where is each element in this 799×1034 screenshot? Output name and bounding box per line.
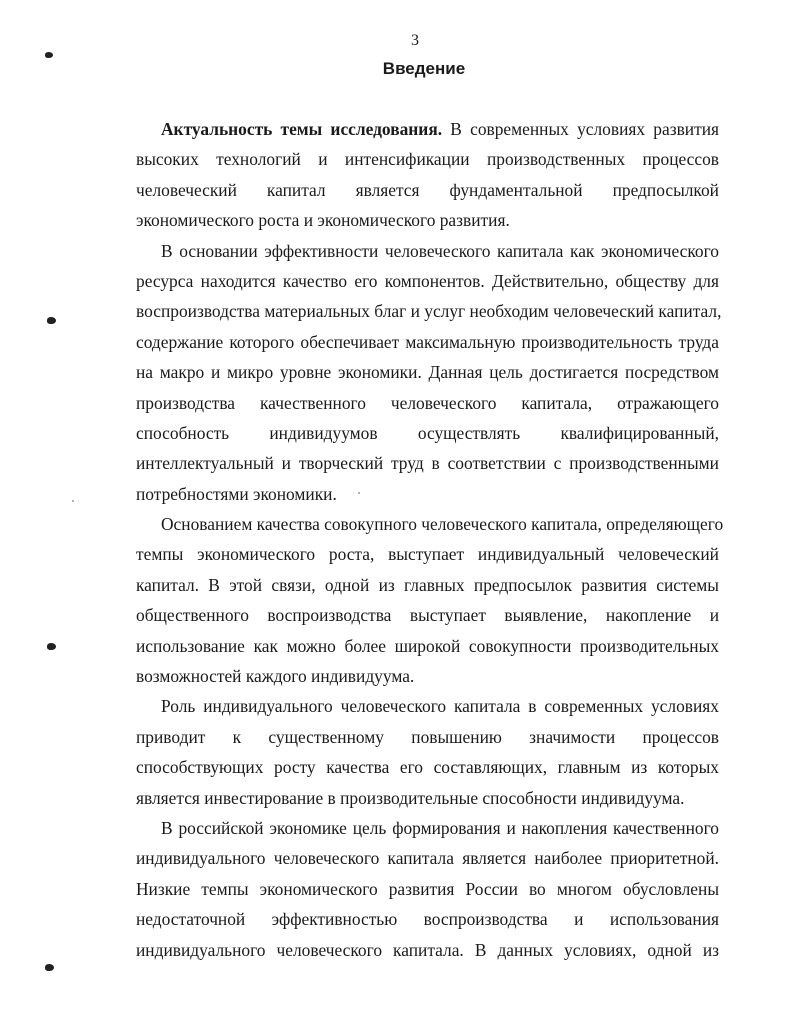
scan-hole-mark xyxy=(45,52,53,58)
text-line: высоких технологий и интенсификации производственных процессов xyxy=(136,149,719,170)
text-line: общественного воспроизводства выступает выявление, накопление и xyxy=(136,605,719,626)
scan-hole-mark xyxy=(47,643,56,650)
paragraph xyxy=(111,114,719,236)
scan-hole-mark xyxy=(47,317,56,324)
paragraph xyxy=(111,509,724,691)
scan-hole-mark xyxy=(45,964,54,971)
lead-phrase: Актуальность темы исследования. xyxy=(161,119,443,139)
paragraph xyxy=(111,236,722,510)
text-line: В российской экономике цель формирования и накопления качественного xyxy=(161,817,719,838)
text-line: Низкие темпы экономического развития России во многом обусловлены xyxy=(136,878,719,899)
page-number: 3 xyxy=(411,32,419,49)
text-line: Основанием качества совокупного человеческого капитала, определяющего xyxy=(161,514,724,535)
text-line: содержание которого обеспечивает максимальную производительность труда xyxy=(136,331,719,352)
text-line: на макро и микро уровне экономики. Данная цель достигается посредством xyxy=(136,362,719,383)
text-line: В основании эффективности человеческого капитала как экономического xyxy=(161,240,719,261)
paragraph xyxy=(111,691,719,813)
scan-speck xyxy=(358,492,360,494)
text-line: индивидуального человеческого капитала. В данных условиях, одной из xyxy=(136,939,719,960)
text-line: возможностей каждого индивидуума. xyxy=(136,666,415,687)
text-line: капитал. В этой связи, одной из главных предпосылок развития системы xyxy=(136,574,719,595)
text-line: недостаточной эффективностью воспроизводства и использования xyxy=(136,909,719,930)
text-line: воспроизводства материальных благ и услуг необходим человеческий капитал, xyxy=(136,301,722,322)
text-line: ресурса находится качество его компонентов. Действительно, обществу для xyxy=(136,270,719,291)
text-line: способность индивидуумов осуществлять квалифицированный, xyxy=(136,422,719,443)
text-line: темпы экономического роста, выступает индивидуальный человеческий xyxy=(136,544,719,565)
text-line: индивидуального человеческого капитала является наиболее приоритетной. xyxy=(136,848,719,869)
text-line: Роль индивидуального человеческого капитала в современных условиях xyxy=(161,696,719,717)
text-line: человеческий капитал является фундаментальной предпосылкой xyxy=(136,179,719,200)
text-line: интеллектуальный и творческий труд в соответствии с производственными xyxy=(136,453,719,474)
scan-speck xyxy=(72,500,74,502)
paragraph xyxy=(111,813,719,965)
text-line: экономического роста и экономического развития. xyxy=(136,210,510,231)
text-line: Актуальность темы исследования. В современных условиях развития xyxy=(161,119,719,139)
section-heading: Введение xyxy=(382,59,466,78)
text-line: способствующих росту качества его составляющих, главным из которых xyxy=(136,757,719,778)
body-text xyxy=(111,114,724,965)
text-line: потребностями экономики. xyxy=(136,483,337,504)
text-line: производства качественного человеческого капитала, отражающего xyxy=(136,392,719,413)
text-line: приводит к существенному повышению значимости процессов xyxy=(136,726,719,747)
text-line: является инвестирование в производительные способности индивидуума. xyxy=(136,787,685,808)
text-line: использование как можно более широкой совокупности производительных xyxy=(136,635,719,656)
